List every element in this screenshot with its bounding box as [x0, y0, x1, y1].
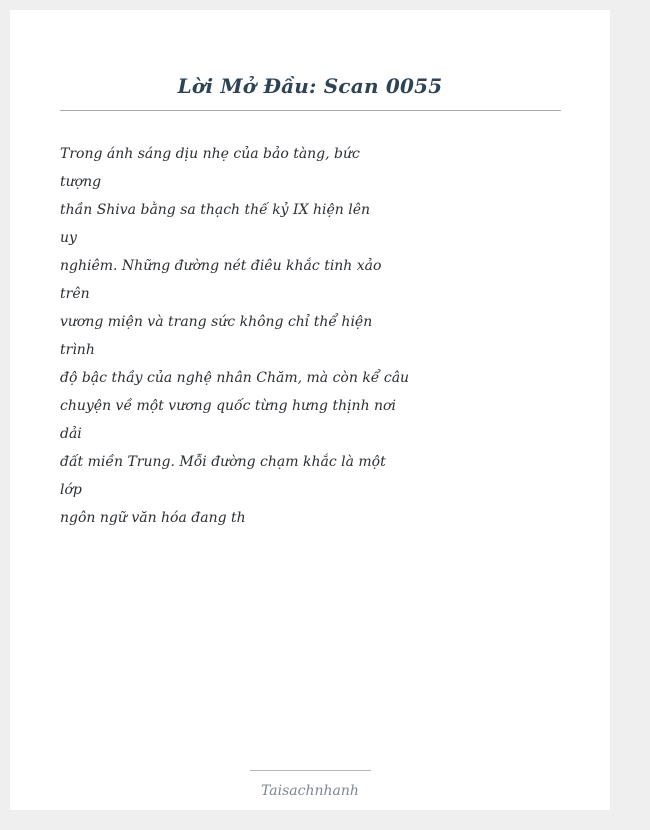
footer-brand: Taisachnhanh [261, 783, 359, 799]
text-line: ngôn ngữ văn hóa đang th [60, 510, 246, 526]
text-line: chuyện về một vương quốc từng hưng thịnh nơi [60, 398, 396, 414]
text-line: nghiêm. Những đường nét điêu khắc tinh xảo [60, 258, 382, 274]
text-line: Trong ánh sáng dịu nhẹ của bảo tàng, bức [60, 146, 360, 162]
text-line: tượng [60, 174, 102, 190]
text-line: thần Shiva bằng sa thạch thế kỷ IX hiện lên [60, 202, 371, 218]
text-line: uy [60, 230, 77, 246]
text-line: dải [60, 426, 82, 442]
text-line: trình [60, 342, 95, 358]
text-line: trên [60, 286, 90, 302]
footer-divider [250, 770, 371, 771]
document-page [10, 10, 610, 810]
text-line: lớp [60, 482, 82, 498]
title-divider [60, 110, 561, 111]
text-line: vương miện và trang sức không chỉ thể hiện [60, 314, 373, 330]
body-text [60, 140, 410, 532]
text-line: độ bậc thầy của nghệ nhân Chăm, mà còn kể câu [60, 370, 410, 386]
text-line: đất miền Trung. Mỗi đường chạm khắc là một [60, 454, 386, 470]
page-title: Lời Mở Đầu: Scan 0055 [177, 74, 443, 98]
